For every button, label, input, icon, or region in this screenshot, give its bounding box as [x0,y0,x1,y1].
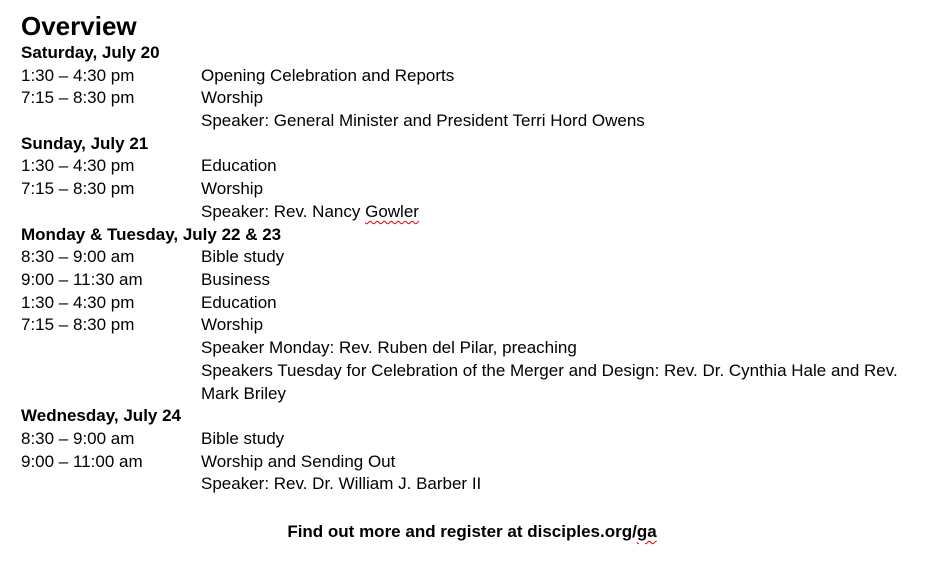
time-slot [21,473,201,496]
page-title: Overview [21,11,137,41]
spellcheck-flagged-word[interactable]: Gowler [365,201,419,221]
time-slot: 9:00 – 11:30 am [21,269,143,289]
day-heading-wednesday: Wednesday, July 24 [21,406,181,426]
event-description: Speaker: General Minister and President Terri Hord Owens [201,111,645,131]
schedule-row [21,314,921,337]
schedule-row [21,155,921,178]
register-footer [0,521,944,543]
footer-text: Find out more and register at disciples.org/ [287,522,637,541]
event-description: Speaker Monday: Rev. Ruben del Pilar, preaching [201,338,577,358]
event-description: Speaker: Rev. Dr. William J. Barber II [201,474,482,494]
event-description: Education [201,292,277,312]
schedule-row [21,246,921,269]
event-description [201,201,921,224]
time-slot: 9:00 – 11:00 am [21,451,143,471]
time-slot: 7:15 – 8:30 pm [21,88,135,108]
event-description: Worship [201,88,264,108]
time-slot [21,201,201,224]
schedule-row [21,428,921,451]
time-slot [21,110,201,133]
event-text: Speaker: Rev. Nancy [201,201,366,221]
time-slot: 1:30 – 4:30 pm [21,292,135,312]
schedule-row [21,337,921,360]
schedule-row [21,473,921,496]
event-description: Bible study [201,247,285,267]
spellcheck-flagged-word[interactable]: ga [636,522,657,541]
day-heading-saturday: Saturday, July 20 [21,43,160,62]
time-slot: 8:30 – 9:00 am [21,247,135,267]
day-heading-sunday: Sunday, July 21 [21,133,149,153]
time-slot: 7:15 – 8:30 pm [21,179,135,199]
time-slot: 8:30 – 9:00 am [21,428,135,448]
event-description: Bible study [201,428,285,448]
schedule-row [21,178,921,201]
schedule-row [21,269,921,292]
event-description: Worship [201,179,264,199]
event-description: Business [201,269,270,289]
time-slot: 1:30 – 4:30 pm [21,65,135,85]
document [21,10,921,496]
schedule-row [21,87,921,110]
time-slot: 7:15 – 8:30 pm [21,315,135,335]
time-slot [21,360,201,405]
schedule-row [21,360,921,405]
event-description: Opening Celebration and Reports [201,65,455,85]
time-slot [21,337,201,360]
event-description: Worship and Sending Out [201,451,396,471]
event-description: Worship [201,315,264,335]
schedule-row [21,451,921,474]
schedule-row [21,201,921,224]
schedule-row [21,65,921,88]
schedule-row [21,110,921,133]
event-description: Education [201,156,277,176]
time-slot: 1:30 – 4:30 pm [21,156,135,176]
event-description: Speakers Tuesday for Celebration of the Merger and Design: Rev. Dr. Cynthia Hale and Rev. Mark Briley [201,360,898,403]
day-heading-monday-tuesday: Monday & Tuesday, July 22 & 23 [21,224,282,244]
schedule-row [21,292,921,315]
